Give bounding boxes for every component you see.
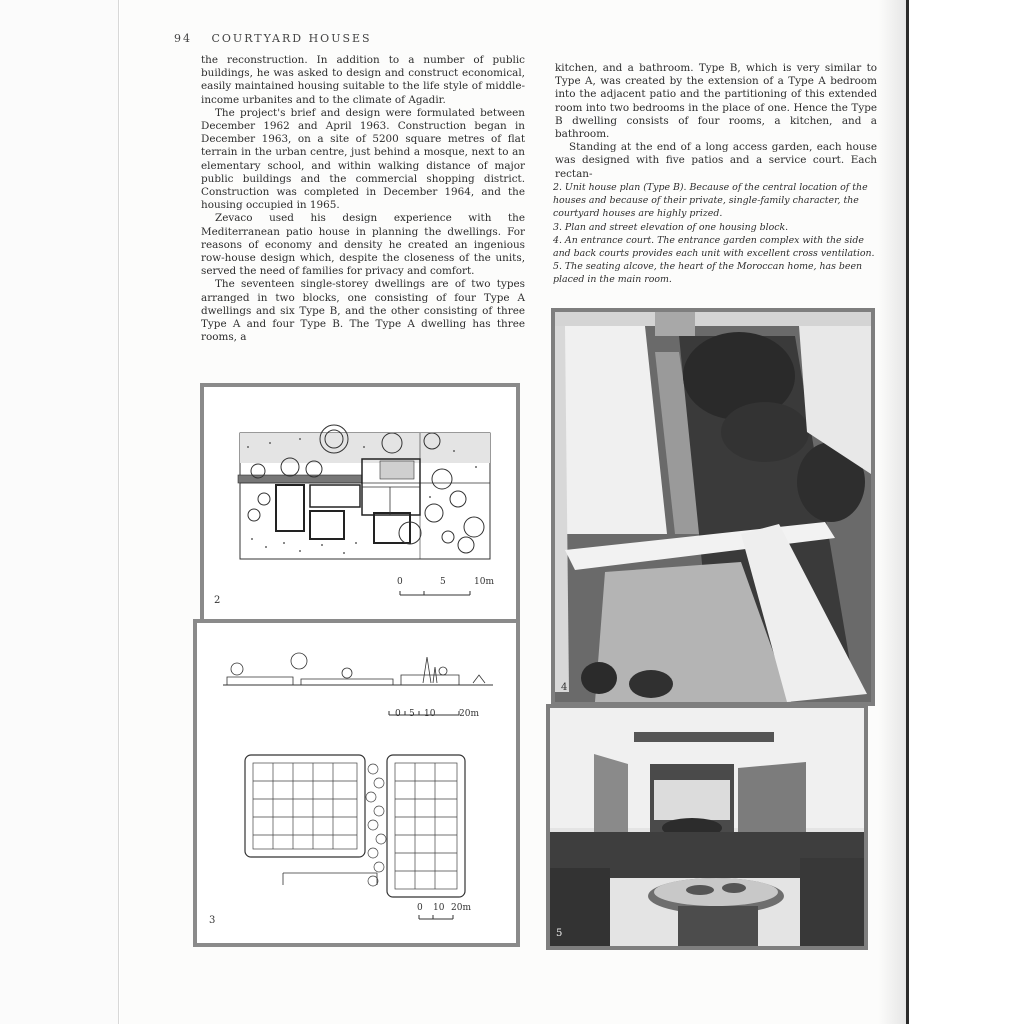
- scale-label: 20m: [451, 903, 471, 913]
- scale-label: 0: [417, 903, 423, 913]
- caption-fig-2: 2. Unit house plan (Type B). Because of the central location of the houses and because of their private, single-family character, the courtyard houses are highly prized.: [553, 182, 868, 220]
- caption-fig-5: 5. The seating alcove, the heart of the Moroccan home, has been placed in the main room.: [553, 261, 863, 286]
- photo-seating-alcove: [546, 704, 868, 950]
- paragraph: kitchen, and a bathroom. Type B, which is very similar to Type A, was created by the extension of a Type A bedroom into the adjacent patio and the partitioning of this extended room into two bedrooms in the place of one. Hence the Type B dwelling consists of four rooms, a kitchen, and a bathroom.: [555, 62, 877, 141]
- scale-label: 10: [424, 709, 436, 719]
- figure-unit-house-plan: [200, 383, 520, 623]
- paragraph: the reconstruction. In addition to a number of public buildings, he was asked to design and construct economical, easily maintained housing suitable to the life style of middle-income urbanites and to the climate of Agadir.: [201, 54, 525, 106]
- scale-label: 10m: [474, 577, 494, 587]
- page-number: 94: [174, 32, 192, 45]
- text-column-right: [555, 62, 877, 181]
- caption-fig-3: 3. Plan and street elevation of one housing block.: [553, 221, 789, 233]
- scale-label: 0: [395, 709, 401, 719]
- scan-margin-right: [906, 0, 1024, 1024]
- paragraph: The seventeen single-storey dwellings are of two types arranged in two blocks, one consisting of four Type A dwellings and six Type B, and the other consisting of three Type A and four Type B. The Type A dwelling has three rooms, a: [201, 278, 525, 344]
- running-title: COURTYARD HOUSES: [211, 32, 372, 45]
- entrance-court-image: [555, 312, 871, 702]
- caption-fig-4: 4. An entrance court. The entrance garden complex with the side and back courts provides each unit with excellent cross ventilation.: [553, 234, 875, 260]
- page-fold-shadow: [878, 0, 906, 1024]
- figure-number: 5: [556, 928, 563, 939]
- figure-number: 2: [214, 595, 221, 606]
- figure-captions: [553, 181, 879, 287]
- scale-label: 5: [440, 577, 446, 587]
- scale-label: 10: [433, 903, 445, 913]
- scan-margin-left: [0, 0, 119, 1024]
- block-plan-drawing: [197, 623, 516, 943]
- photo-entrance-court: [551, 308, 875, 706]
- paragraph: Zevaco used his design experience with the Mediterranean patio house in planning the dwellings. For reasons of economy and density he created an ingenious row-house design which, despite the closeness of the units, served the need of families for privacy and comfort.: [201, 212, 525, 278]
- figure-block-plan-elevation: [193, 619, 520, 947]
- figure-number: 4: [561, 682, 568, 693]
- paragraph: Standing at the end of a long access garden, each house was designed with five patios and a service court. Each rectan-: [555, 141, 877, 180]
- figure-number: 3: [209, 915, 216, 926]
- page-header: [174, 32, 372, 45]
- paragraph: The project's brief and design were formulated between December 1962 and April 1963. Construction began in December 1963, on a site of 5200 square metres of flat terrain in the urban centre, just behind a mosque, next to an elementary school, and within walking distance of major public buildings and the commercial shopping district. Construction was completed in December 1964, and the housing occupied in 1965.: [201, 106, 525, 212]
- scale-label: 0: [397, 577, 403, 587]
- text-column-left: [201, 54, 525, 344]
- scale-label: 20m: [459, 709, 479, 719]
- scale-label: 5: [409, 709, 415, 719]
- seating-alcove-image: [550, 708, 864, 946]
- unit-plan-drawing: [204, 387, 516, 619]
